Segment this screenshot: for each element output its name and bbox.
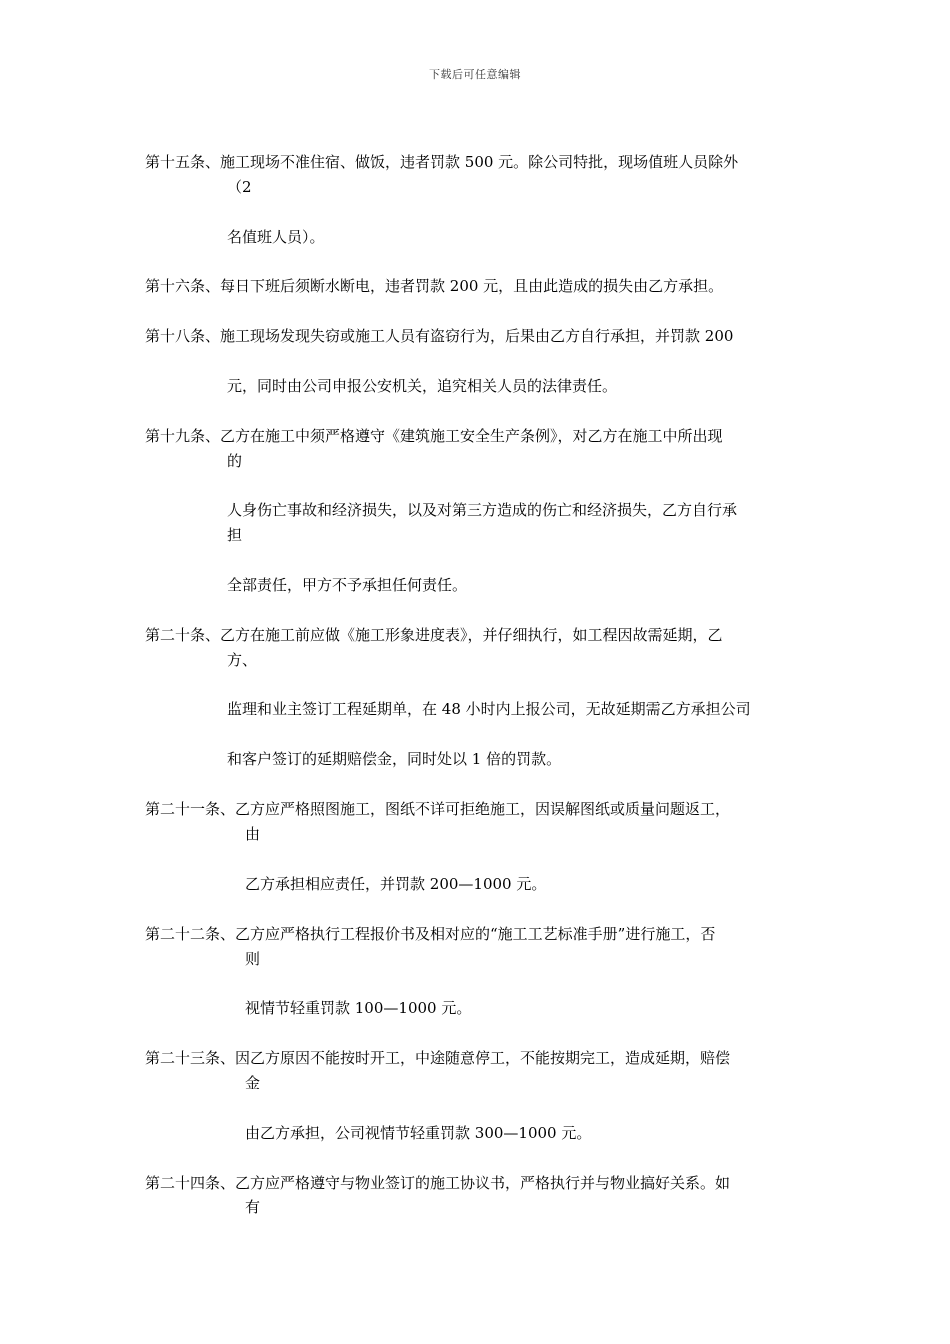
article-15-line-1: 第十五条、施工现场不准住宿、做饭，违者罚款 500 元。除公司特批，现场值班人员除外 xyxy=(145,153,739,171)
article-15-wrap: （2 xyxy=(227,178,252,196)
header-note: 下载后可任意编辑 xyxy=(429,68,521,81)
article-18-line-2: 元，同时由公司申报公安机关，追究相关人员的法律责任。 xyxy=(227,377,618,395)
article-21-line-2: 乙方承担相应责任，并罚款 200—1000 元。 xyxy=(245,875,547,893)
article-22-line-1: 第二十二条、乙方应严格执行工程报价书及相对应的“施工工艺标准手册”进行施工，否 xyxy=(145,925,716,943)
article-18-line-1: 第十八条、施工现场发现失窃或施工人员有盗窃行为，后果由乙方自行承担，并罚款 200 xyxy=(145,327,734,345)
article-23-wrap: 金 xyxy=(245,1074,261,1092)
article-23-line-1: 第二十三条、因乙方原因不能按时开工，中途随意停工，不能按期完工，造成延期，赔偿 xyxy=(145,1049,731,1067)
article-19-line-1: 第十九条、乙方在施工中须严格遵守《建筑施工安全生产条例》，对乙方在施工中所出现 xyxy=(145,427,723,445)
article-21-line-1: 第二十一条、乙方应严格照图施工，图纸不详可拒绝施工，因误解图纸或质量问题返工， xyxy=(145,800,731,818)
article-23-line-2: 由乙方承担，公司视情节轻重罚款 300—1000 元。 xyxy=(245,1124,592,1142)
article-15-line-2: 名值班人员）。 xyxy=(227,228,325,246)
article-24-line-1: 第二十四条、乙方应严格遵守与物业签订的施工协议书，严格执行并与物业搞好关系。如 xyxy=(145,1174,731,1192)
article-24-wrap: 有 xyxy=(245,1198,261,1216)
article-19-line-2: 人身伤亡事故和经济损失，以及对第三方造成的伤亡和经济损失，乙方自行承 xyxy=(227,501,738,519)
article-20-line-1: 第二十条、乙方在施工前应做《施工形象进度表》，并仔细执行，如工程因故需延期，乙 xyxy=(145,626,723,644)
article-19-wrap: 的 xyxy=(227,452,243,470)
article-22-line-2: 视情节轻重罚款 100—1000 元。 xyxy=(245,999,472,1017)
article-22-wrap: 则 xyxy=(245,950,261,968)
article-20-line-3: 和客户签订的延期赔偿金，同时处以 1 倍的罚款。 xyxy=(227,750,562,768)
article-21-wrap: 由 xyxy=(245,825,261,843)
article-20-wrap: 方、 xyxy=(227,651,258,669)
article-20-line-2: 监理和业主签订工程延期单，在 48 小时内上报公司，无故延期需乙方承担公司 xyxy=(227,700,751,718)
article-16-line-1: 第十六条、每日下班后须断水断电，违者罚款 200 元，且由此造成的损失由乙方承担。 xyxy=(145,277,724,295)
article-19-line-3: 全部责任，甲方不予承担任何责任。 xyxy=(227,576,468,594)
article-19-line-2-wrap: 担 xyxy=(227,526,243,544)
